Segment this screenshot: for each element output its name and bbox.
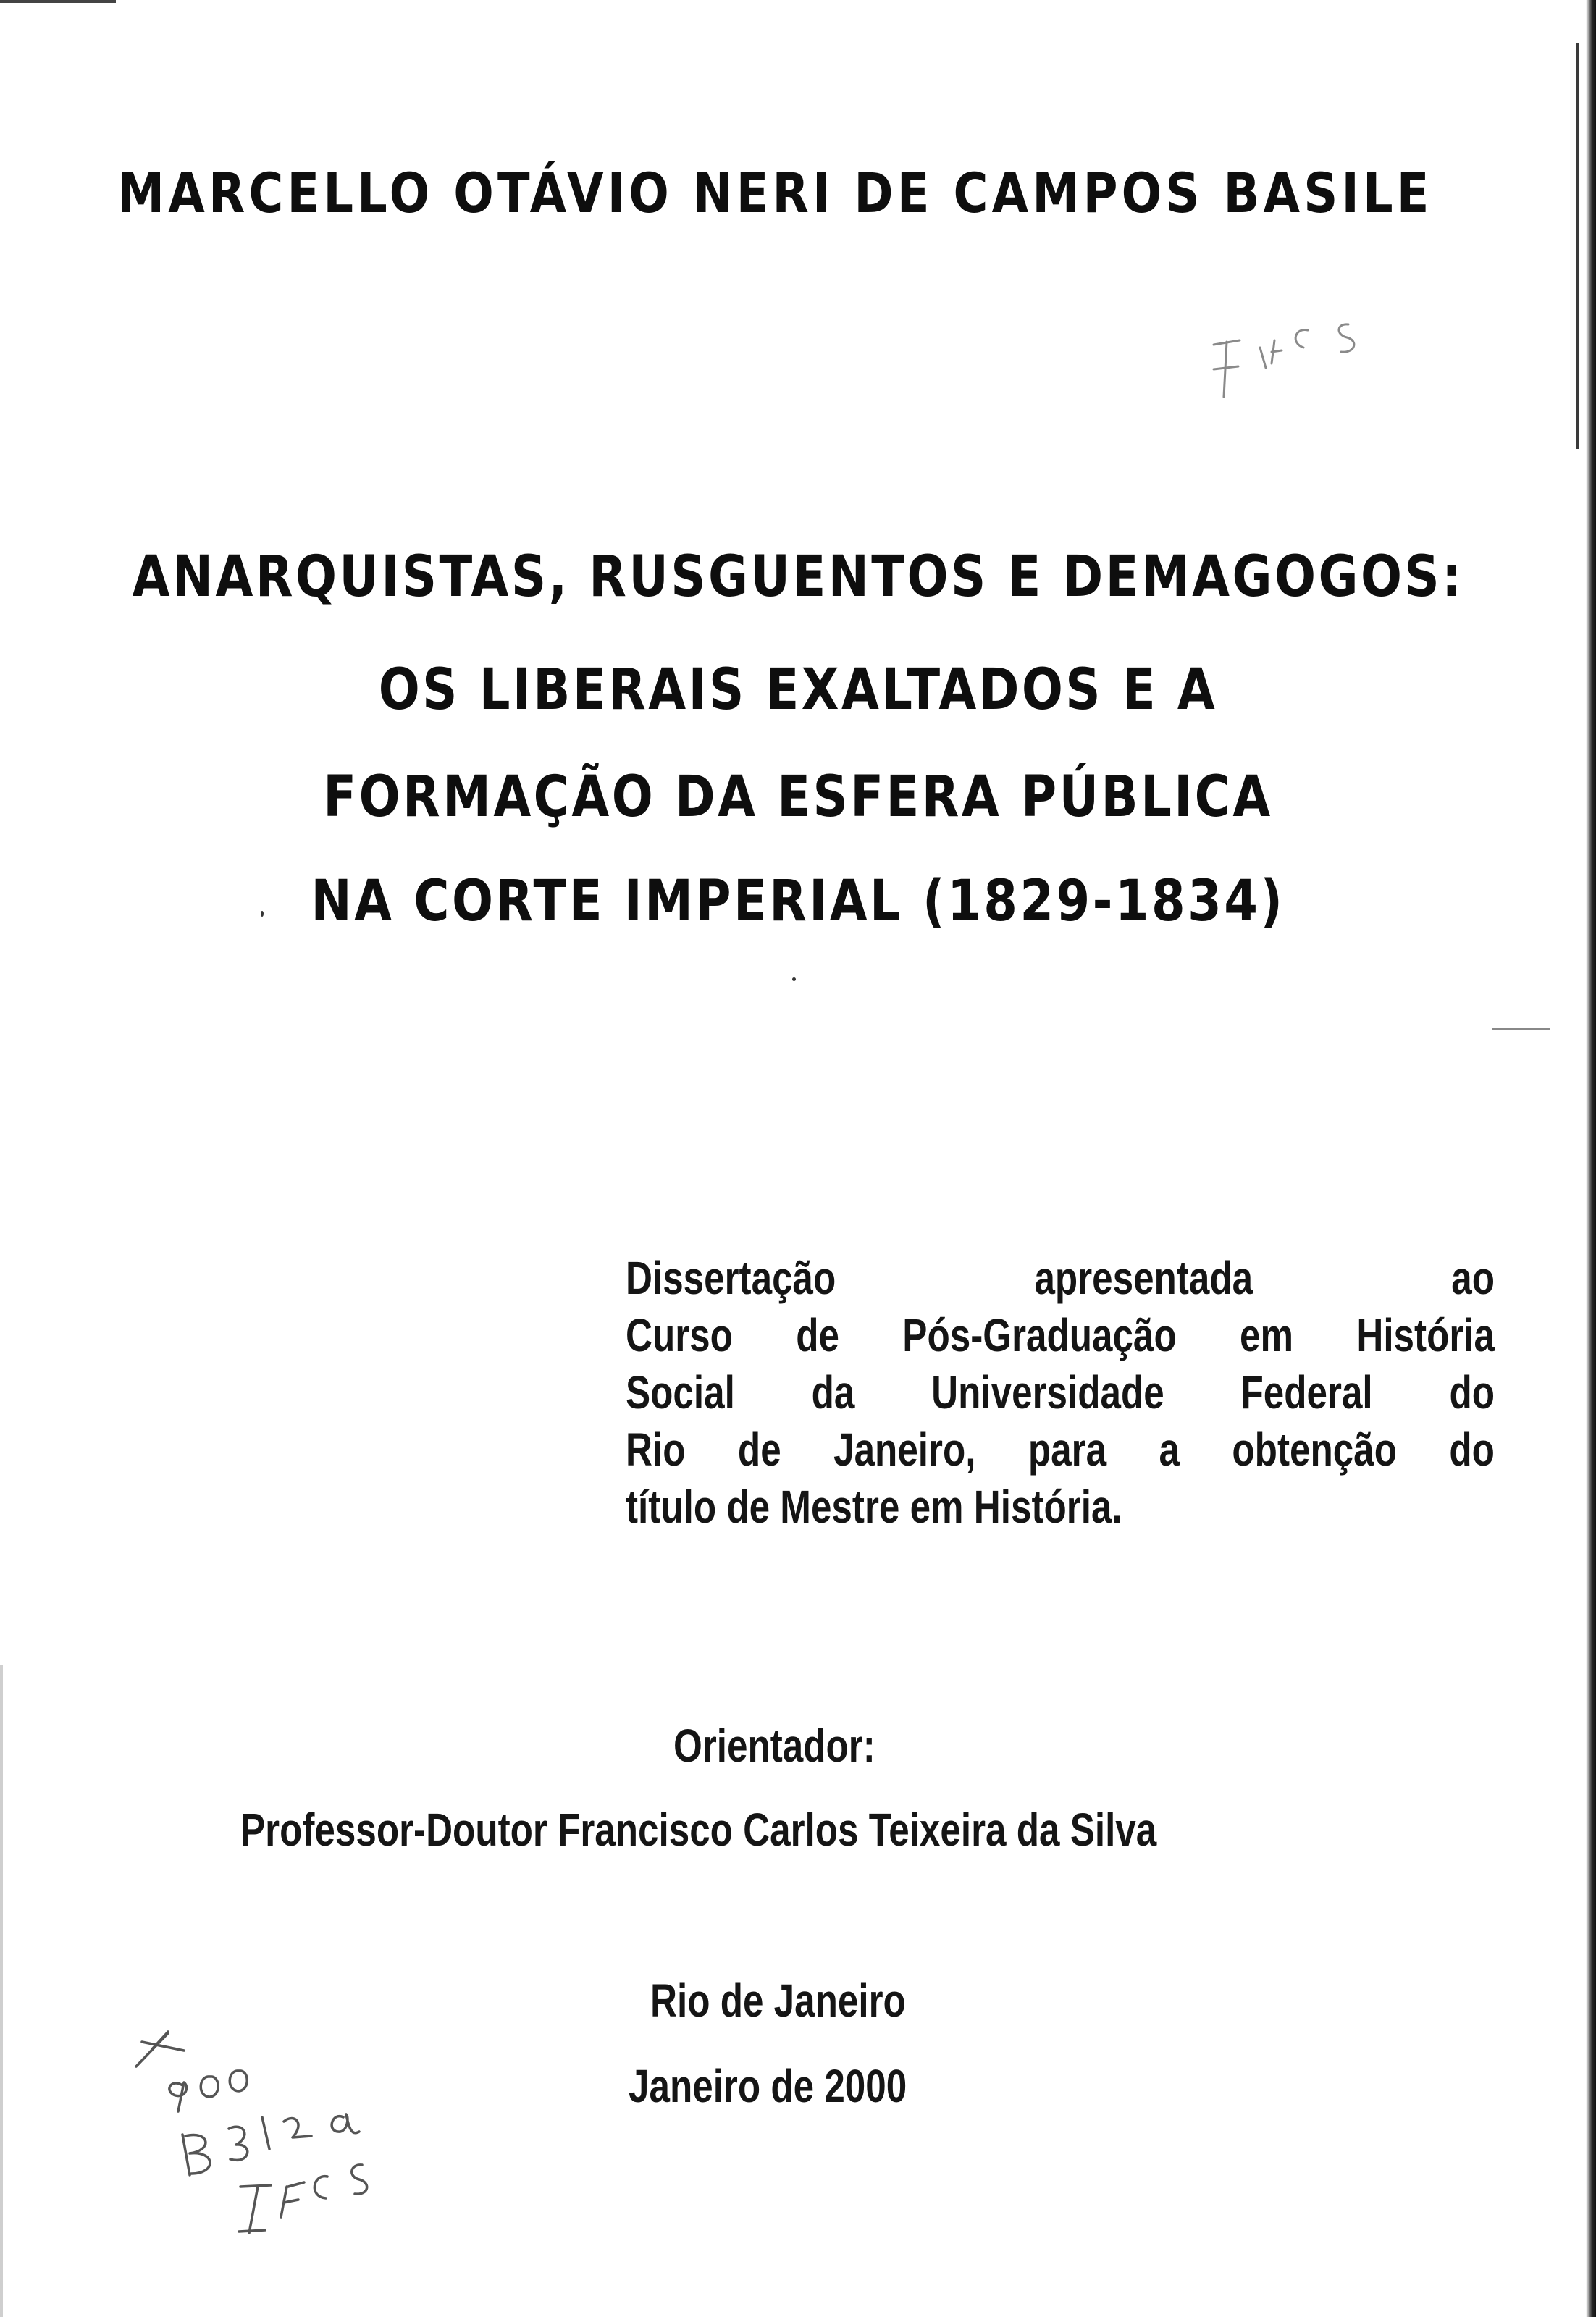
handwriting-stroke [332, 2114, 359, 2133]
statement-word: Social [626, 1366, 735, 1418]
title-line-2: OS LIBERAIS EXALTADOS E A [378, 657, 1218, 723]
handwriting-stroke [352, 2165, 367, 2194]
author-name: MARCELLO OTÁVIO NERI DE CAMPOS BASILE [117, 161, 1433, 225]
statement-word: Universidade [931, 1366, 1164, 1418]
statement-word: para [1028, 1424, 1107, 1476]
title-line-4: NA CORTE IMPERIAL (1829-1834) [311, 869, 1285, 934]
handwriting-stroke [136, 2032, 184, 2066]
statement-word: Janeiro, [833, 1424, 976, 1476]
statement-word: do [1449, 1366, 1495, 1418]
advisor-name: Professor-Doutor Francisco Carlos Teixeira da Silva [240, 1804, 1157, 1856]
statement-word: obtenção [1232, 1424, 1397, 1476]
statement-word: do [1449, 1424, 1495, 1476]
statement-word: apresentada [1034, 1252, 1253, 1304]
statement-word: em [1240, 1309, 1294, 1361]
handwriting-stroke [230, 2071, 247, 2091]
publication-date: Janeiro de 2000 [629, 2060, 907, 2112]
title-line-1: ANARQUISTAS, RUSGUENTOS E DEMAGOGOS: [132, 544, 1464, 610]
handwriting-stroke [262, 2117, 269, 2149]
statement-word: Curso [626, 1309, 733, 1361]
advisor-label: Orientador: [673, 1720, 875, 1772]
handwriting-stroke [201, 2077, 218, 2097]
statement-word: título de Mestre em História. [626, 1481, 1122, 1533]
title-line-3: FORMAÇÃO DA ESFERA PÚBLICA [323, 765, 1273, 830]
handwriting-stroke [284, 2119, 311, 2137]
handwriting-stroke [229, 2127, 248, 2160]
statement-word: da [811, 1366, 855, 1418]
handwriting-stroke [314, 2177, 327, 2198]
statement-word: a [1159, 1424, 1180, 1476]
handwriting-stroke [239, 2185, 271, 2233]
handwriting-stroke [281, 2182, 304, 2217]
statement-word: Federal [1240, 1366, 1373, 1418]
statement-word: de [737, 1424, 781, 1476]
statement-word: Dissertação [626, 1252, 836, 1304]
publication-place: Rio de Janeiro [650, 1975, 906, 2027]
handwriting-stroke [182, 2135, 210, 2175]
statement-word: Rio [626, 1424, 686, 1476]
handwriting-stroke [169, 2082, 187, 2111]
statement-word: ao [1451, 1252, 1495, 1304]
statement-word: Pós-Graduação [902, 1309, 1177, 1361]
statement-word: de [796, 1309, 839, 1361]
statement-word: História [1356, 1309, 1495, 1361]
